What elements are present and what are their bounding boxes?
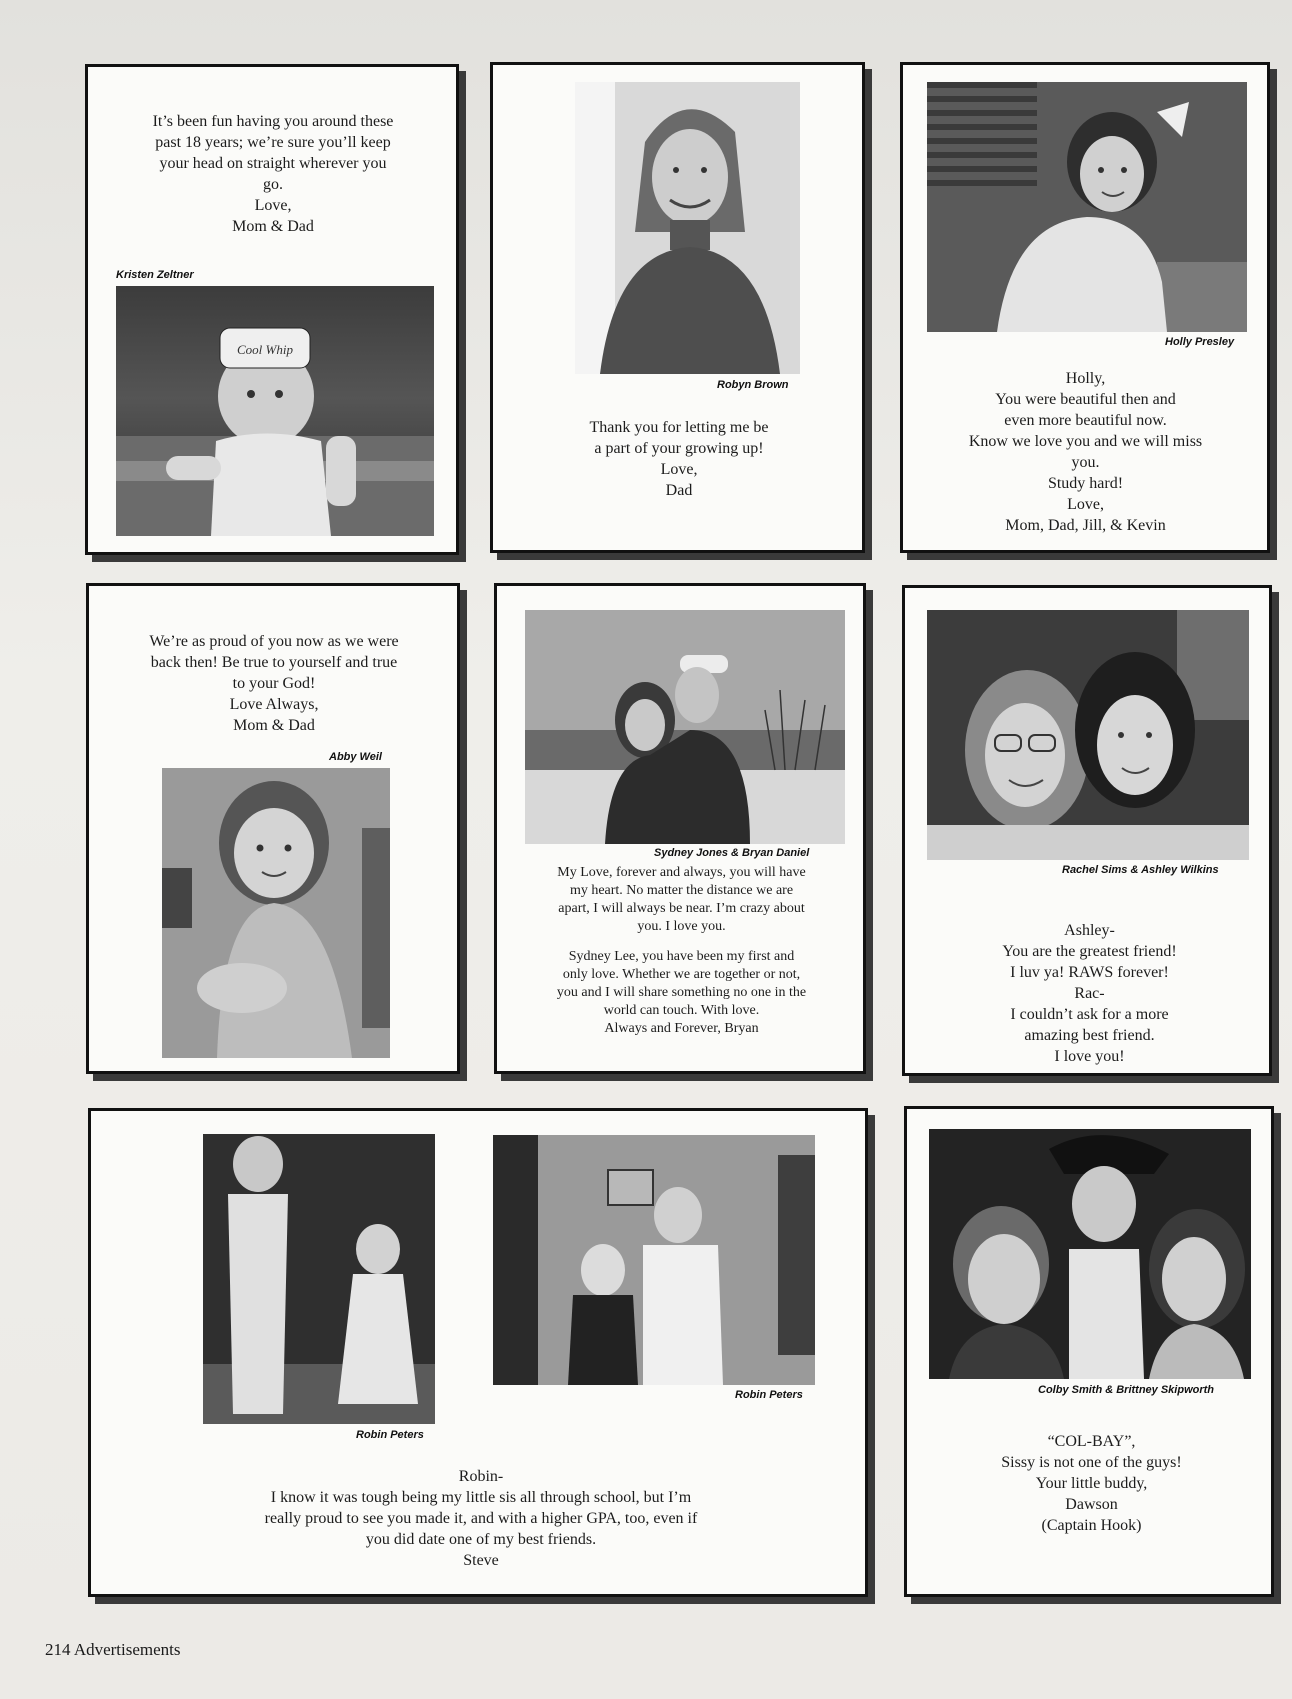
child-illustration (162, 768, 390, 1058)
hat-text: Cool Whip (237, 342, 293, 357)
group-illustration (929, 1129, 1251, 1379)
ad-box-kristen-zeltner (85, 64, 459, 555)
ad-box-colby-brittney (904, 1106, 1274, 1597)
ad-message: Ashley- You are the greatest friend! I luv ya! RAWS forever! Rac- I couldn’t ask for a more amazing best friend. I love you! (1002, 922, 1177, 1065)
photo-colby-brittney (929, 1129, 1251, 1379)
photo-caption: Robin Peters (356, 1429, 424, 1441)
photo-robin-peters-1 (203, 1134, 435, 1424)
photo-caption: Colby Smith & Brittney Skipworth (1038, 1384, 1215, 1396)
ad-box-robin-peters (88, 1108, 868, 1597)
photo-holly-presley (927, 82, 1247, 332)
ad-message: “COL-BAY”, Sissy is not one of the guys! Your little buddy, Dawson (Captain Hook) (1001, 1433, 1182, 1534)
couple-illustration (525, 610, 845, 844)
photo-caption: Rachel Sims & Ashley Wilkins (1062, 864, 1219, 876)
photo-caption: Robin Peters (735, 1389, 803, 1401)
ad-box-robyn-brown (490, 62, 865, 553)
photo-caption: Holly Presley (1165, 336, 1235, 348)
siblings-illustration (493, 1135, 815, 1385)
friends-illustration (927, 610, 1249, 860)
photo-abby-weil (162, 768, 390, 1058)
child-illustration (927, 82, 1247, 332)
ad-message: Robin- I know it was tough being my little sis all through school, but I’m really proud to see you made it, and with a higher GPA, too, even if you did date one of my best friends. Steve (264, 1468, 698, 1569)
photo-rachel-ashley (927, 610, 1249, 860)
section-name: Advertisements (73, 1640, 181, 1659)
photo-caption: Kristen Zeltner (116, 269, 194, 281)
ad-message: It’s been fun having you around these past 18 years; we’re sure you’ll keep your head on straight wherever you go. Love, Mom & Dad (152, 113, 394, 235)
ad-message: Holly, You were beautiful then and even more beautiful now. Know we love you and we will miss you. Study hard! Love, Mom, Dad, Jill, & Kevin (968, 370, 1203, 534)
photo-caption: Robyn Brown (717, 379, 789, 391)
ad-message: We’re as proud of you now as we were back then! Be true to yourself and true to your God! Love Always, Mom & Dad (149, 633, 399, 734)
ad-box-holly-presley (900, 62, 1270, 553)
baby-illustration (116, 286, 434, 536)
ad-box-abby-weil (86, 583, 460, 1074)
photo-robyn-brown (575, 82, 800, 374)
photo-caption: Sydney Jones & Bryan Daniel (654, 847, 810, 859)
photo-robin-peters-2 (493, 1135, 815, 1385)
ad-message: My Love, forever and always, you will have my heart. No matter the distance we are apart, I will always be near. I’m crazy about you. I love you. Sydney Lee, you have been my first and only love. Whether we are together or not, you and I will share something no one in the world can touch. With love. Always and Forever, Bryan (556, 865, 807, 1036)
ad-message: Thank you for letting me be a part of your growing up! Love, Dad (589, 419, 769, 499)
photo-sydney-bryan (525, 610, 845, 844)
page-footer (45, 1640, 181, 1660)
ad-box-rachel-ashley (902, 585, 1272, 1076)
photo-baby-kristen (116, 286, 434, 536)
photo-caption: Abby Weil (329, 751, 382, 763)
page-number: 214 (45, 1640, 71, 1659)
ad-box-sydney-bryan (494, 583, 866, 1074)
portrait-illustration (575, 82, 800, 374)
siblings-illustration (203, 1134, 435, 1424)
